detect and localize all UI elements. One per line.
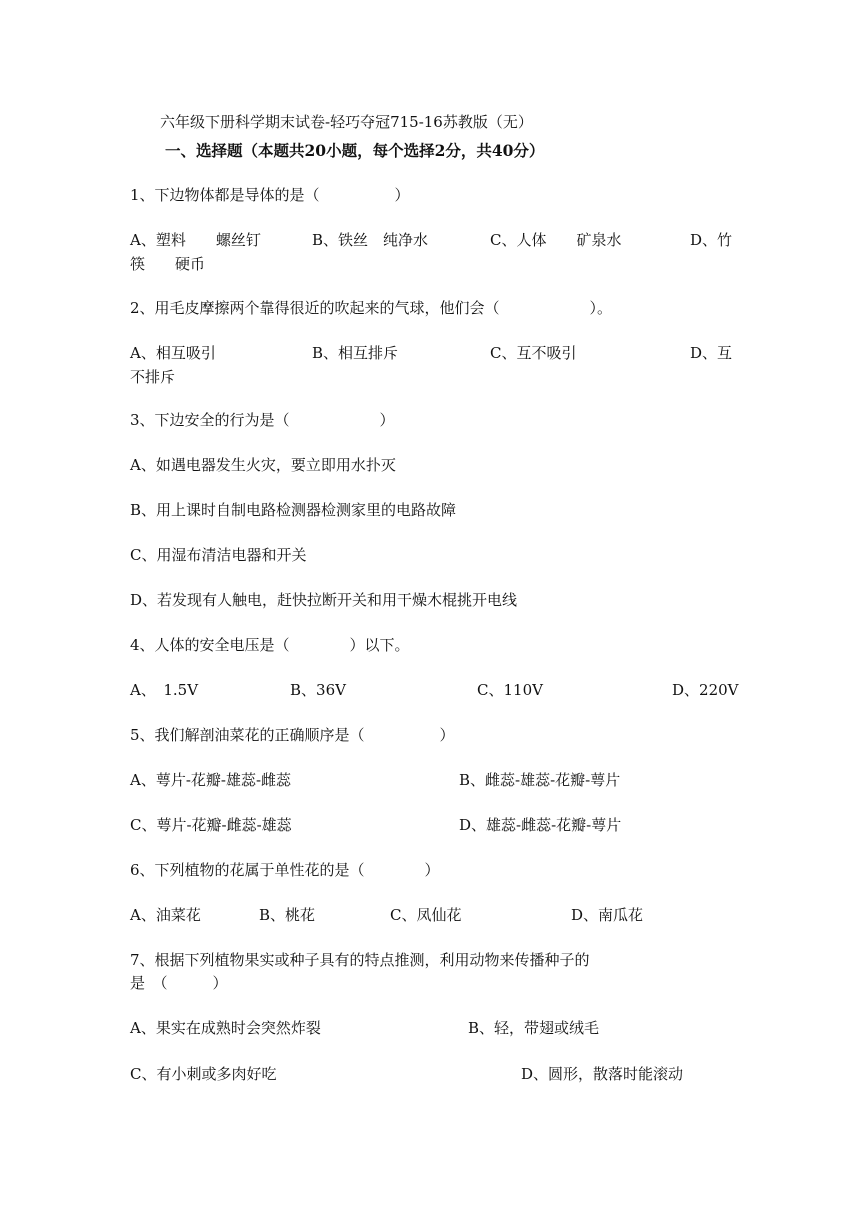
question-4-option-b: B、36V — [290, 681, 346, 699]
question-1-option-a: A、塑料 螺丝钉 — [130, 231, 261, 249]
question-3-stem: 3、下边安全的行为是（ ） — [130, 411, 395, 429]
question-6-stem: 6、下列植物的花属于单性花的是（ ） — [130, 861, 440, 879]
question-4-option-c: C、110V — [477, 681, 543, 699]
question-5-option-d: D、雄蕊-雌蕊-花瓣-萼片 — [459, 816, 622, 834]
question-1-stem: 1、下边物体都是导体的是（ ） — [130, 186, 410, 204]
question-3-option-c: C、用湿布清洁电器和开关 — [130, 546, 307, 564]
question-4-stem: 4、人体的安全电压是（ ）以下。 — [130, 636, 410, 654]
question-1-option-d: D、竹 — [690, 231, 733, 249]
question-3-option-a: A、如遇电器发生火灾，要立即用水扑灭 — [130, 456, 396, 474]
question-6-option-c: C、凤仙花 — [390, 906, 462, 924]
question-7-option-a: A、果实在成熟时会突然炸裂 — [130, 1019, 321, 1037]
question-1-option-b: B、铁丝 纯净水 — [312, 231, 429, 249]
exam-title: 六年级下册科学期末试卷-轻巧夺冠715-16苏教版（无） — [160, 113, 533, 131]
question-6-option-d: D、南瓜花 — [571, 906, 644, 924]
question-5-option-c: C、萼片-花瓣-雌蕊-雄蕊 — [130, 816, 292, 834]
question-2-option-a: A、相互吸引 — [130, 344, 216, 362]
question-7-stem-line-1: 7、根据下列植物果实或种子具有的特点推测，利用动物来传播种子的 — [130, 951, 590, 969]
question-7-option-b: B、轻，带翅或绒毛 — [468, 1019, 600, 1037]
question-6-option-a: A、油菜花 — [130, 906, 201, 924]
question-4-option-a: A、 1.5V — [130, 681, 199, 699]
question-2-option-b: B、相互排斥 — [312, 344, 399, 362]
question-5-stem: 5、我们解剖油菜花的正确顺序是（ ） — [130, 726, 455, 744]
section-heading: 一、选择题（本题共20小题，每个选择2分，共40分） — [165, 141, 545, 160]
question-7-stem-line-2: 是 （ ） — [130, 974, 228, 992]
question-1-option-c: C、人体 矿泉水 — [490, 231, 622, 249]
question-6-option-b: B、桃花 — [259, 906, 316, 924]
question-7-option-c: C、有小刺或多肉好吃 — [130, 1065, 277, 1083]
question-5-option-a: A、萼片-花瓣-雄蕊-雌蕊 — [130, 771, 292, 789]
question-3-option-b: B、用上课时自制电路检测器检测家里的电路故障 — [130, 501, 457, 519]
question-7-option-d: D、圆形，散落时能滚动 — [521, 1065, 684, 1083]
question-3-option-d: D、若发现有人触电，赶快拉断开关和用干燥木棍挑开电线 — [130, 591, 518, 609]
question-2-option-c: C、互不吸引 — [490, 344, 577, 362]
question-4-option-d: D、220V — [672, 681, 739, 699]
question-2-stem: 2、用毛皮摩擦两个靠得很近的吹起来的气球，他们会（ ）。 — [130, 299, 613, 317]
question-2-option-d: D、互 — [690, 344, 733, 362]
question-2-option-d-continued: 不排斥 — [130, 368, 176, 386]
question-1-option-d-continued: 筷 硬币 — [130, 255, 206, 273]
question-5-option-b: B、雌蕊-雄蕊-花瓣-萼片 — [459, 771, 621, 789]
